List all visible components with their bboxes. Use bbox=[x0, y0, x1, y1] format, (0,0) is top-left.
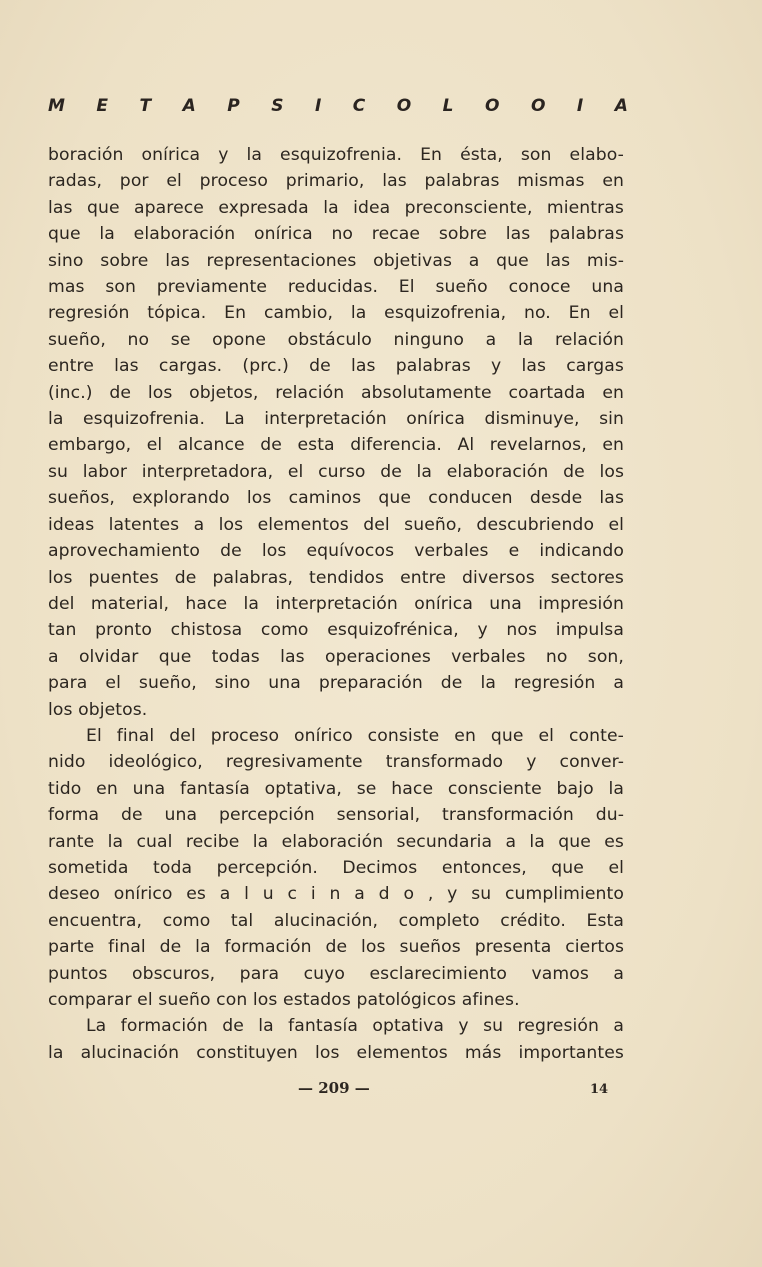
text-line: que la elaboración onírica no recae sobre las palabras bbox=[48, 224, 624, 245]
text-line: ideas latentes a los elementos del sueño, descubriendo el bbox=[48, 514, 624, 535]
text-line: entre las cargas. (prc.) de las palabras y las cargas bbox=[48, 356, 624, 377]
text-line: sueños, explorando los caminos que conducen desde las bbox=[48, 488, 624, 509]
running-head-letter: S bbox=[271, 96, 284, 116]
text-line: forma de una percepción sensorial, transformación du- bbox=[48, 805, 624, 826]
text-line: radas, por el proceso primario, las palabras mismas en bbox=[48, 171, 624, 192]
text-line: la esquizofrenia. La interpretación onírica disminuye, sin bbox=[48, 409, 624, 430]
text-line: aprovechamiento de los equívocos verbales e indicando bbox=[48, 541, 624, 562]
text-line: embargo, el alcance de esta diferencia. Al revelarnos, en bbox=[48, 435, 624, 456]
running-head-letter: I bbox=[314, 96, 322, 116]
running-head-letter: C bbox=[352, 96, 366, 116]
text-line: El final del proceso onírico consiste en que el conte- bbox=[86, 725, 624, 746]
text-line: los puentes de palabras, tendidos entre diversos sectores bbox=[48, 567, 624, 588]
text-line: para el sueño, sino una preparación de la regresión a bbox=[48, 673, 624, 694]
text-line: encuentra, como tal alucinación, completo crédito. Esta bbox=[48, 910, 624, 931]
text-line: puntos obscuros, para cuyo esclarecimiento vamos a bbox=[48, 963, 624, 984]
text-line: comparar el sueño con los estados patológicos afines. bbox=[48, 990, 520, 1010]
page-number: — 209 — bbox=[298, 1079, 370, 1097]
text-line: los objetos. bbox=[48, 699, 148, 720]
running-head-letter: M bbox=[48, 96, 65, 116]
text-line: nido ideológico, regresivamente transformado y conver- bbox=[48, 752, 624, 773]
text-line: rante la cual recibe la elaboración secundaria a la que es bbox=[48, 831, 624, 852]
running-head-letter: P bbox=[227, 96, 240, 116]
text-line: del material, hace la interpretación onírica una impresión bbox=[48, 593, 624, 614]
running-head-letter: L bbox=[442, 96, 454, 116]
text-line: mas son previamente reducidas. El sueño conoce una bbox=[48, 277, 624, 298]
text-line: boración onírica y la esquizofrenia. En ésta, son elabo- bbox=[48, 145, 624, 165]
running-head-letter: A bbox=[182, 96, 196, 116]
running-head-letter: I bbox=[576, 96, 584, 116]
text-line: sino sobre las representaciones objetivas a que las mis- bbox=[48, 250, 624, 271]
running-head-letter: T bbox=[139, 96, 152, 116]
running-head-letter: E bbox=[96, 96, 109, 116]
text-line: su labor interpretadora, el curso de la elaboración de los bbox=[48, 461, 624, 482]
running-head-letter: O bbox=[530, 96, 546, 116]
running-head bbox=[48, 96, 628, 116]
text-line: tan pronto chistosa como esquizofrénica, y nos impulsa bbox=[48, 620, 624, 641]
text-line: las que aparece expresada la idea preconsciente, mientras bbox=[48, 197, 624, 218]
text-line: deseo onírico es a l u c i n a d o , y su cumplimiento bbox=[48, 884, 624, 905]
text-line: La formación de la fantasía optativa y su regresión a bbox=[86, 1016, 624, 1037]
text-line: sueño, no se opone obstáculo ninguno a la relación bbox=[48, 329, 624, 350]
text-line: parte final de la formación de los sueños presenta ciertos bbox=[48, 937, 624, 958]
text-line: (inc.) de los objetos, relación absolutamente coartada en bbox=[48, 382, 624, 403]
signature-mark: 14 bbox=[590, 1082, 609, 1097]
text-line: regresión tópica. En cambio, la esquizofrenia, no. En el bbox=[48, 303, 624, 324]
running-head-letter: A bbox=[614, 96, 628, 116]
text-line: la alucinación constituyen los elementos más importantes bbox=[48, 1042, 624, 1063]
text-line: tido en una fantasía optativa, se hace consciente bajo la bbox=[48, 778, 624, 799]
body-text bbox=[48, 142, 624, 1066]
running-head-letter: O bbox=[396, 96, 412, 116]
running-head-letter: O bbox=[485, 96, 500, 116]
text-line: a olvidar que todas las operaciones verbales no son, bbox=[48, 646, 624, 667]
text-line: sometida toda percepción. Decimos entonces, que el bbox=[48, 857, 624, 878]
